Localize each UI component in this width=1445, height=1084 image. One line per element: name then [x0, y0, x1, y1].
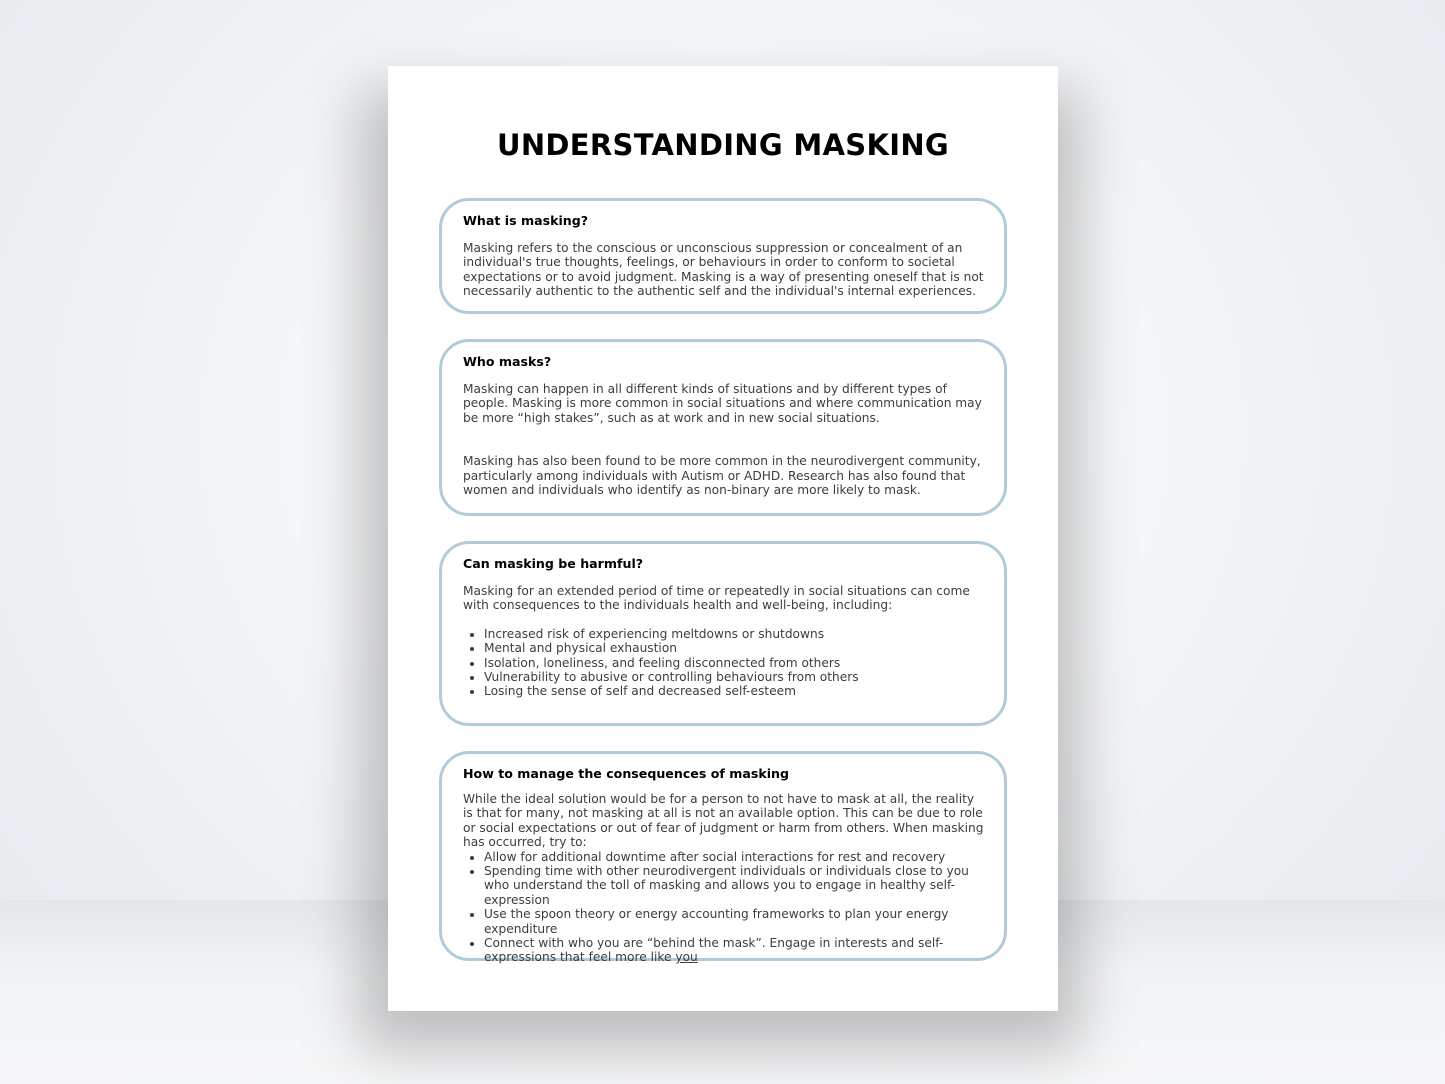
section-heading: What is masking? [463, 213, 589, 228]
underlined-word: you [675, 950, 698, 965]
page-title: UNDERSTANDING MASKING [496, 128, 950, 162]
list-item: • Increased risk of experiencing meltdowns or shutdowns [484, 627, 984, 641]
list-item: • Vulnerability to abusive or controlling behaviours from others [484, 670, 984, 684]
list-item: • Spending time with other neurodivergent individuals or individuals close to you who understand the toll of masking and allows you to engage in healthy self-expression [484, 864, 984, 907]
section-who-masks [439, 339, 1007, 516]
list-item-text: Connect with who you are “behind the mask”. Engage in interests and self-expressions that feel more like [484, 936, 944, 965]
section-manage-consequences [439, 751, 1007, 965]
paragraph-gap [463, 425, 984, 454]
section-heading: Who masks? [463, 354, 552, 369]
list-item: • Mental and physical exhaustion [484, 641, 984, 655]
list-item: • Isolation, loneliness, and feeling disconnected from others [484, 656, 984, 670]
section-paragraph: Masking for an extended period of time or repeatedly in social situations can come with consequences to the individuals health and well-being, including: [463, 584, 970, 613]
section-paragraph: Masking has also been found to be more common in the neurodivergent community, particularly among individuals with Autism or ADHD. Research has also found that women and individuals who identify as non-binary are more likely to mask. [463, 454, 981, 498]
list-item: • Use the spoon theory or energy accounting frameworks to plan your energy expenditure [484, 907, 984, 936]
bullet-list [463, 850, 984, 965]
section-what-is-masking [439, 198, 1007, 314]
section-paragraph: Masking can happen in all different kinds of situations and by different types of people. Masking is more common in social situations and where communication may be more “high stakes”, such as at work and in new social situations. [463, 382, 982, 425]
section-can-masking-be-harmful [439, 541, 1007, 726]
bullet-list [463, 627, 984, 699]
list-item [484, 936, 984, 965]
section-heading: Can masking be harmful? [463, 556, 644, 571]
section-paragraph: While the ideal solution would be for a person to not have to mask at all, the reality is that for many, not masking at all is not an available option. This can be due to role or social expectations or out of fear of judgment or harm from others. When masking has occurred, try to: [463, 792, 984, 850]
section-paragraph: Masking refers to the conscious or unconscious suppression or concealment of an individual's true thoughts, feelings, or behaviours in order to conform to societal expectations or to avoid judgment. Masking is a way of presenting oneself that is not necessarily authentic to the authentic self and the individual's internal experiences. [463, 241, 984, 299]
list-item: • Losing the sense of self and decreased self-esteem [484, 684, 984, 698]
section-heading: How to manage the consequences of masking [463, 766, 790, 781]
list-item: • Allow for additional downtime after social interactions for rest and recovery [484, 850, 984, 864]
document-page [388, 66, 1058, 1011]
